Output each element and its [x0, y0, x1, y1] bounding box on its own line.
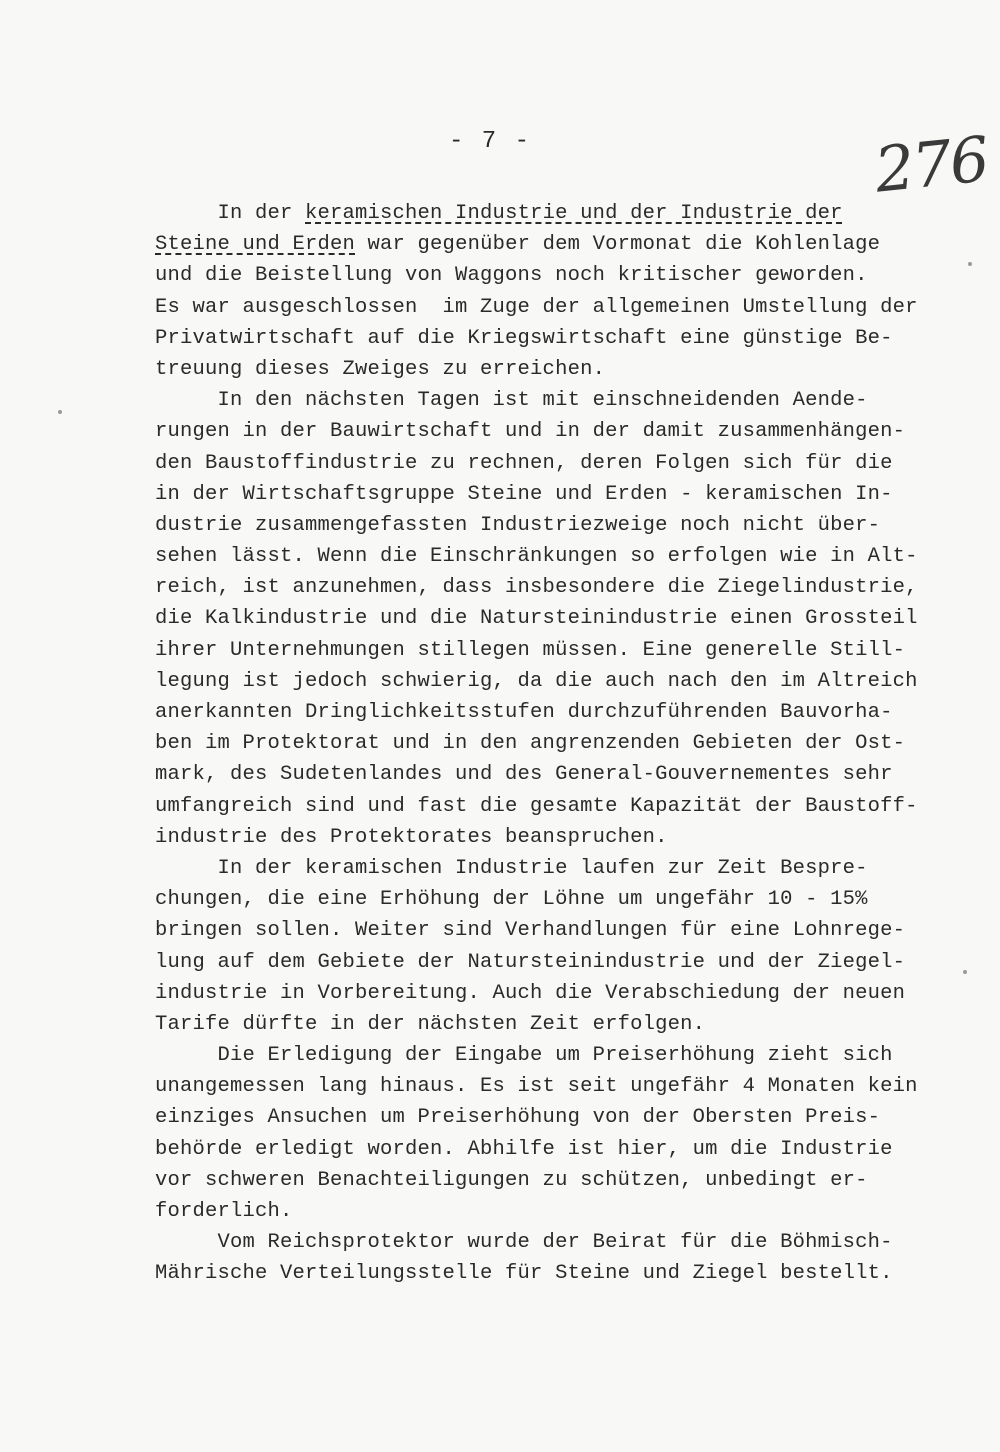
punch-mark	[58, 410, 62, 414]
line-text: In der keramischen Industrie laufen zur Zeit Bespre-	[155, 856, 868, 880]
line-text: dustrie zusammengefassten Industriezweige noch nicht über-	[155, 513, 881, 537]
text-line	[155, 416, 955, 447]
line-text: vor schweren Benachteiligungen zu schützen, unbedingt er-	[155, 1168, 868, 1192]
line-text: einziges Ansuchen um Preiserhöhung von der Obersten Preis-	[155, 1106, 881, 1130]
line-text: Es war ausgeschlossen im Zuge der allgemeinen Umstellung der	[155, 295, 918, 319]
line-text: ben im Protektorat und in den angrenzenden Gebieten der Ost-	[155, 732, 906, 756]
line-text: den Baustoffindustrie zu rechnen, deren Folgen sich für die	[155, 451, 893, 475]
text-line	[155, 260, 955, 291]
text-line	[155, 1258, 955, 1289]
text-line	[155, 697, 955, 728]
text-line	[155, 822, 955, 853]
line-text: die Kalkindustrie und die Natursteinindustrie einen Grossteil	[155, 607, 918, 631]
text-line	[155, 853, 955, 884]
text-line	[155, 541, 955, 572]
line-text: Privatwirtschaft auf die Kriegswirtschaft eine günstige Be-	[155, 326, 893, 350]
line-text: und die Beistellung von Waggons noch kritischer geworden.	[155, 264, 868, 288]
text-line	[155, 759, 955, 790]
line-text: behörde erledigt worden. Abhilfe ist hier, um die Industrie	[155, 1137, 893, 1161]
typewritten-text	[155, 198, 955, 1290]
handwritten-archive-number: 276	[871, 122, 991, 207]
text-line	[155, 323, 955, 354]
line-text: umfangreich sind und fast die gesamte Kapazität der Baustoff-	[155, 794, 918, 818]
text-line	[155, 978, 955, 1009]
punch-mark	[963, 970, 967, 974]
text-line	[155, 791, 955, 822]
line-text: in der Wirtschaftsgruppe Steine und Erden - keramischen In-	[155, 482, 893, 506]
page-number: - 7 -	[448, 128, 531, 155]
text-line	[155, 510, 955, 541]
text-line	[155, 229, 955, 260]
underlined-text: keramischen Industrie und der Industrie der	[305, 202, 843, 225]
text-line	[155, 1040, 955, 1071]
line-text: rungen in der Bauwirtschaft und in der damit zusammenhängen-	[155, 420, 906, 444]
line-text: industrie in Vorbereitung. Auch die Verabschiedung der neuen	[155, 981, 906, 1005]
line-text: chungen, die eine Erhöhung der Löhne um ungefähr 10 - 15%	[155, 888, 868, 912]
line-text: In den nächsten Tagen ist mit einschneidenden Aende-	[155, 389, 868, 413]
text-line	[155, 1071, 955, 1102]
text-line	[155, 354, 955, 385]
line-text: forderlich.	[155, 1200, 293, 1223]
line-text: treuung dieses Zweiges zu erreichen.	[155, 357, 606, 381]
line-text: reich, ist anzunehmen, dass insbesondere die Ziegelindustrie,	[155, 576, 918, 600]
text-line	[155, 448, 955, 479]
line-text: mark, des Sudetenlandes und des General-Gouvernementes sehr	[155, 763, 893, 787]
line-text: bringen sollen. Weiter sind Verhandlungen für eine Lohnrege-	[155, 919, 906, 943]
text-line	[155, 1102, 955, 1133]
text-line	[155, 292, 955, 323]
text-line	[155, 1165, 955, 1196]
text-line	[155, 572, 955, 603]
text-line	[155, 1196, 955, 1227]
line-text: Die Erledigung der Eingabe um Preiserhöhung zieht sich	[155, 1044, 893, 1068]
text-line	[155, 1134, 955, 1165]
line-text: unangemessen lang hinaus. Es ist seit ungefähr 4 Monaten kein	[155, 1075, 918, 1099]
text-line	[155, 1009, 955, 1040]
text-line	[155, 635, 955, 666]
line-text: industrie des Protektorates beanspruchen.	[155, 825, 668, 849]
text-line	[155, 666, 955, 697]
line-text: Vom Reichsprotektor wurde der Beirat für die Böhmisch-	[155, 1231, 893, 1255]
line-text: war gegenüber dem Vormonat die Kohlenlage	[355, 233, 881, 257]
text-line	[155, 947, 955, 978]
text-line	[155, 915, 955, 946]
line-text: Tarife dürfte in der nächsten Zeit erfolgen.	[155, 1012, 706, 1036]
text-line	[155, 385, 955, 416]
text-line	[155, 1227, 955, 1258]
text-line	[155, 603, 955, 634]
line-text: Mährische Verteilungsstelle für Steine und Ziegel bestellt.	[155, 1262, 893, 1286]
line-text: anerkannten Dringlichkeitsstufen durchzuführenden Bauvorha-	[155, 701, 893, 724]
line-text: In der	[155, 202, 306, 225]
line-text: ihrer Unternehmungen stillegen müssen. Eine generelle Still-	[155, 638, 906, 662]
line-text: sehen lässt. Wenn die Einschränkungen so erfolgen wie in Alt-	[155, 545, 918, 569]
text-line	[155, 479, 955, 510]
text-line	[155, 728, 955, 759]
line-text: legung ist jedoch schwierig, da die auch nach den im Altreich	[155, 669, 918, 693]
punch-mark	[968, 262, 972, 266]
text-line	[155, 884, 955, 915]
line-text: lung auf dem Gebiete der Natursteinindustrie und der Ziegel-	[155, 950, 906, 974]
text-line	[155, 198, 955, 229]
underlined-text: Steine und Erden	[155, 233, 356, 257]
